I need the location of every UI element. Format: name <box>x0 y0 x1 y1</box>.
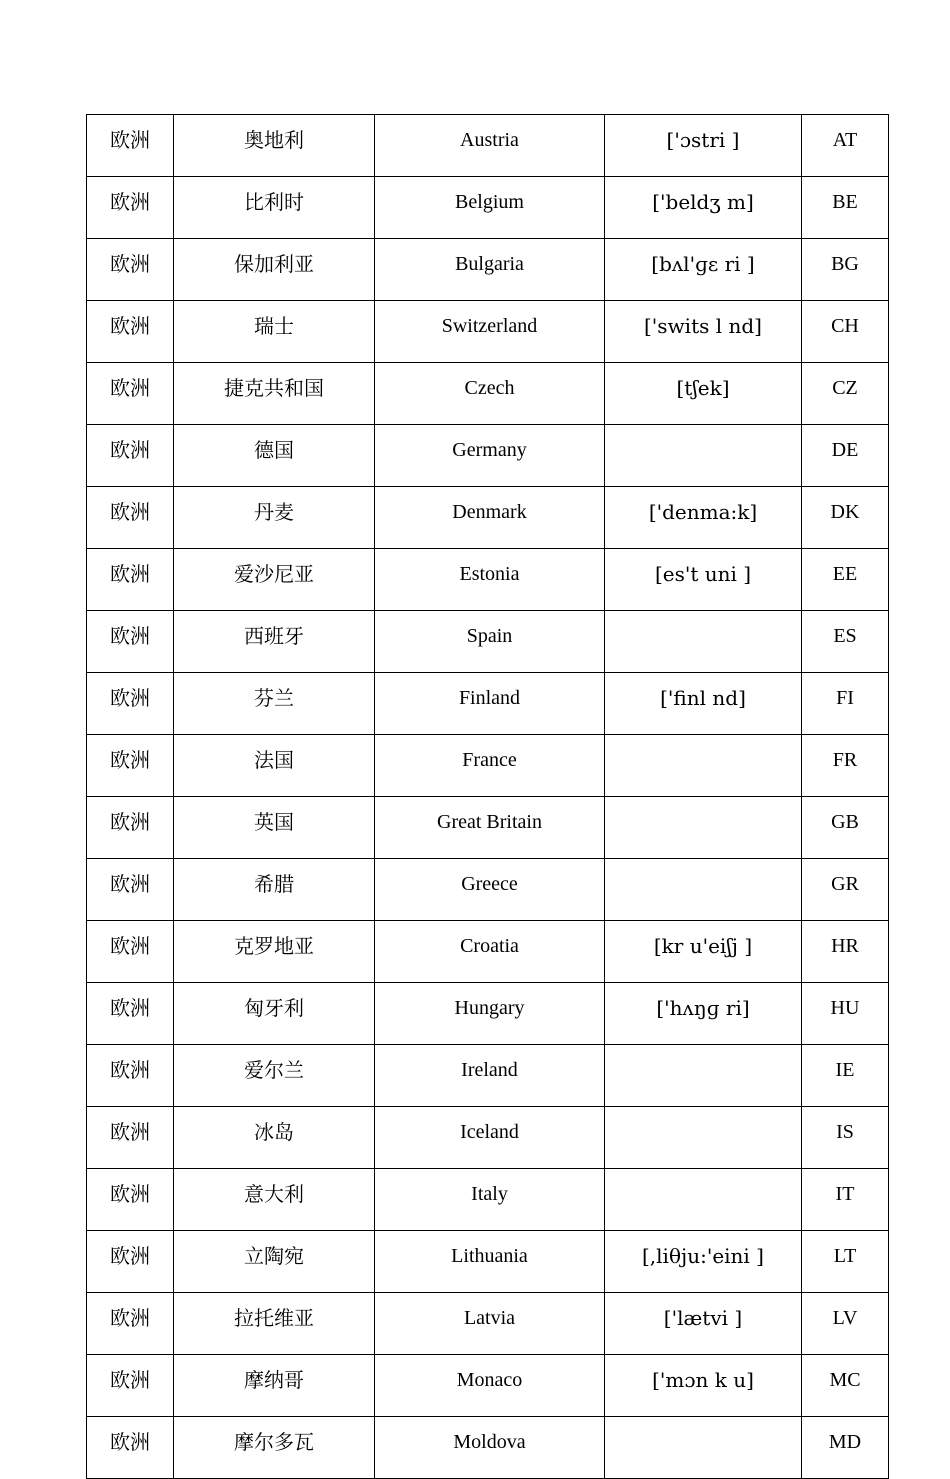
country-code-cell: MC <box>802 1355 889 1417</box>
phonetic-cell: ['swits l nd] <box>605 301 802 363</box>
continent-cell: 欧洲 <box>87 301 174 363</box>
chinese-name-cell: 比利时 <box>174 177 375 239</box>
chinese-name-cell: 意大利 <box>174 1169 375 1231</box>
chinese-name-cell: 芬兰 <box>174 673 375 735</box>
english-name-cell: Croatia <box>375 921 605 983</box>
country-code-cell: GR <box>802 859 889 921</box>
continent-cell: 欧洲 <box>87 611 174 673</box>
continent-cell: 欧洲 <box>87 735 174 797</box>
table-row <box>87 425 889 487</box>
table-row <box>87 1045 889 1107</box>
country-code-cell: CZ <box>802 363 889 425</box>
table-row <box>87 1417 889 1479</box>
english-name-cell: Switzerland <box>375 301 605 363</box>
chinese-name-cell: 摩尔多瓦 <box>174 1417 375 1479</box>
phonetic-cell: ['finl nd] <box>605 673 802 735</box>
chinese-name-cell: 法国 <box>174 735 375 797</box>
country-code-cell: BE <box>802 177 889 239</box>
phonetic-cell <box>605 859 802 921</box>
phonetic-cell <box>605 611 802 673</box>
english-name-cell: Italy <box>375 1169 605 1231</box>
country-code-cell: IS <box>802 1107 889 1169</box>
english-name-cell: Finland <box>375 673 605 735</box>
chinese-name-cell: 冰岛 <box>174 1107 375 1169</box>
phonetic-cell: ['hʌŋɡ ri] <box>605 983 802 1045</box>
country-table-body <box>87 115 889 1479</box>
continent-cell: 欧洲 <box>87 549 174 611</box>
table-row <box>87 1107 889 1169</box>
country-code-cell: CH <box>802 301 889 363</box>
chinese-name-cell: 拉托维亚 <box>174 1293 375 1355</box>
country-code-cell: BG <box>802 239 889 301</box>
table-row <box>87 673 889 735</box>
continent-cell: 欧洲 <box>87 1417 174 1479</box>
english-name-cell: Greece <box>375 859 605 921</box>
phonetic-cell <box>605 425 802 487</box>
chinese-name-cell: 捷克共和国 <box>174 363 375 425</box>
country-code-cell: IE <box>802 1045 889 1107</box>
english-name-cell: Lithuania <box>375 1231 605 1293</box>
country-code-cell: FI <box>802 673 889 735</box>
table-row <box>87 363 889 425</box>
phonetic-cell <box>605 735 802 797</box>
english-name-cell: Spain <box>375 611 605 673</box>
table-row <box>87 735 889 797</box>
chinese-name-cell: 保加利亚 <box>174 239 375 301</box>
country-code-cell: IT <box>802 1169 889 1231</box>
phonetic-cell <box>605 1107 802 1169</box>
table-row <box>87 797 889 859</box>
continent-cell: 欧洲 <box>87 921 174 983</box>
chinese-name-cell: 德国 <box>174 425 375 487</box>
country-code-cell: AT <box>802 115 889 177</box>
continent-cell: 欧洲 <box>87 1293 174 1355</box>
table-row <box>87 983 889 1045</box>
phonetic-cell <box>605 797 802 859</box>
country-code-cell: EE <box>802 549 889 611</box>
phonetic-cell: ['ɔstri ] <box>605 115 802 177</box>
phonetic-cell <box>605 1169 802 1231</box>
continent-cell: 欧洲 <box>87 363 174 425</box>
country-code-cell: ES <box>802 611 889 673</box>
continent-cell: 欧洲 <box>87 1355 174 1417</box>
english-name-cell: Great Britain <box>375 797 605 859</box>
phonetic-cell: [bʌl'ɡɛ ri ] <box>605 239 802 301</box>
english-name-cell: Estonia <box>375 549 605 611</box>
table-row <box>87 487 889 549</box>
phonetic-cell: ['mɔn k u] <box>605 1355 802 1417</box>
phonetic-cell: [tʃek] <box>605 363 802 425</box>
phonetic-cell: [es't uni ] <box>605 549 802 611</box>
phonetic-cell: ['beldʒ m] <box>605 177 802 239</box>
english-name-cell: Germany <box>375 425 605 487</box>
phonetic-cell: [,liθju:'eini ] <box>605 1231 802 1293</box>
chinese-name-cell: 奥地利 <box>174 115 375 177</box>
phonetic-cell: ['lætvi ] <box>605 1293 802 1355</box>
table-row <box>87 177 889 239</box>
continent-cell: 欧洲 <box>87 115 174 177</box>
country-code-cell: FR <box>802 735 889 797</box>
table-row <box>87 1355 889 1417</box>
country-code-cell: HR <box>802 921 889 983</box>
english-name-cell: Belgium <box>375 177 605 239</box>
phonetic-cell: ['denma:k] <box>605 487 802 549</box>
english-name-cell: Czech <box>375 363 605 425</box>
continent-cell: 欧洲 <box>87 983 174 1045</box>
continent-cell: 欧洲 <box>87 1169 174 1231</box>
chinese-name-cell: 希腊 <box>174 859 375 921</box>
continent-cell: 欧洲 <box>87 1045 174 1107</box>
english-name-cell: Latvia <box>375 1293 605 1355</box>
country-code-cell: DK <box>802 487 889 549</box>
chinese-name-cell: 瑞士 <box>174 301 375 363</box>
country-code-cell: HU <box>802 983 889 1045</box>
chinese-name-cell: 立陶宛 <box>174 1231 375 1293</box>
table-row <box>87 115 889 177</box>
table-row <box>87 859 889 921</box>
english-name-cell: Iceland <box>375 1107 605 1169</box>
english-name-cell: France <box>375 735 605 797</box>
phonetic-cell <box>605 1045 802 1107</box>
english-name-cell: Denmark <box>375 487 605 549</box>
english-name-cell: Moldova <box>375 1417 605 1479</box>
continent-cell: 欧洲 <box>87 1107 174 1169</box>
country-code-cell: MD <box>802 1417 889 1479</box>
continent-cell: 欧洲 <box>87 1231 174 1293</box>
english-name-cell: Ireland <box>375 1045 605 1107</box>
continent-cell: 欧洲 <box>87 487 174 549</box>
country-code-cell: GB <box>802 797 889 859</box>
continent-cell: 欧洲 <box>87 239 174 301</box>
table-row <box>87 549 889 611</box>
chinese-name-cell: 爱尔兰 <box>174 1045 375 1107</box>
chinese-name-cell: 克罗地亚 <box>174 921 375 983</box>
chinese-name-cell: 丹麦 <box>174 487 375 549</box>
continent-cell: 欧洲 <box>87 177 174 239</box>
english-name-cell: Hungary <box>375 983 605 1045</box>
country-code-cell: LV <box>802 1293 889 1355</box>
phonetic-cell <box>605 1417 802 1479</box>
table-row <box>87 1231 889 1293</box>
chinese-name-cell: 匈牙利 <box>174 983 375 1045</box>
continent-cell: 欧洲 <box>87 797 174 859</box>
table-row <box>87 1293 889 1355</box>
country-code-cell: DE <box>802 425 889 487</box>
chinese-name-cell: 英国 <box>174 797 375 859</box>
english-name-cell: Bulgaria <box>375 239 605 301</box>
continent-cell: 欧洲 <box>87 859 174 921</box>
english-name-cell: Monaco <box>375 1355 605 1417</box>
table-row <box>87 239 889 301</box>
country-code-cell: LT <box>802 1231 889 1293</box>
chinese-name-cell: 西班牙 <box>174 611 375 673</box>
phonetic-cell: [kr u'eiʃj ] <box>605 921 802 983</box>
table-row <box>87 301 889 363</box>
chinese-name-cell: 摩纳哥 <box>174 1355 375 1417</box>
continent-cell: 欧洲 <box>87 425 174 487</box>
table-row <box>87 921 889 983</box>
chinese-name-cell: 爱沙尼亚 <box>174 549 375 611</box>
english-name-cell: Austria <box>375 115 605 177</box>
table-row <box>87 1169 889 1231</box>
country-table <box>86 114 889 1479</box>
continent-cell: 欧洲 <box>87 673 174 735</box>
table-row <box>87 611 889 673</box>
